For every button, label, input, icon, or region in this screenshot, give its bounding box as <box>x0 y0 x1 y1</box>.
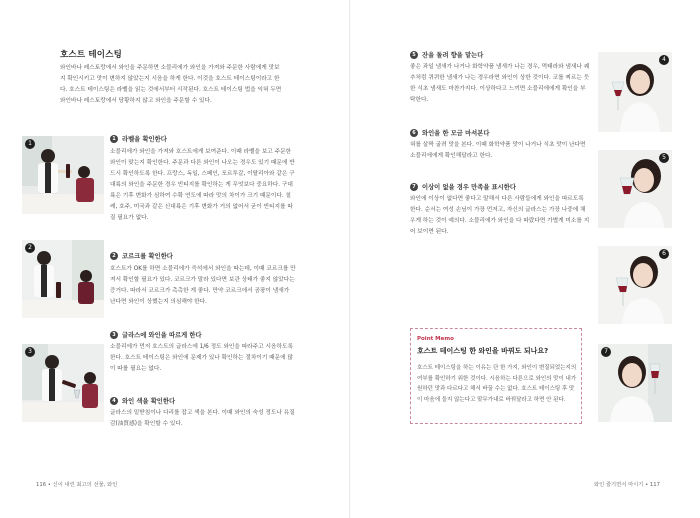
step-title-text: 코르크를 확인한다 <box>122 253 173 260</box>
step-number: 5 <box>410 51 418 59</box>
photo-woman-swirling <box>598 52 672 132</box>
memo-title: 호스트 테이스팅 한 와인을 바꿔도 되나요? <box>417 347 549 355</box>
step-1-text: 소믈리에가 와인을 가져와 호스트에게 보여준다. 이때 라벨을 보고 주문한 와인이 맞는지 확인한다. 주문과 다른 와인이 나오는 경우도 있기 때문에 반드시 확인하도록 한다. 프랑스, 독일, 스페인, 포르투갈, 이탈리아와 같은 구대륙의 와인을 주문한 경우 빈티지를 확인하는 게 무엇보다 중요하다. 구대륙은 기후 변화가 심하여 수확 연도에 따라 맛의 차이가 크기 때문이다. 칠레, 호주, 미국과 같은 신대륙은 기후 변화가 거의 없어서 굳이 빈티지를 따질 필요가 없다. <box>110 149 295 221</box>
point-memo-box <box>410 328 582 424</box>
photo-pouring-wine <box>22 344 104 422</box>
step-3-title <box>110 330 202 339</box>
step-6-title <box>410 128 489 137</box>
step-number: 4 <box>110 397 118 405</box>
photo-badge: 3 <box>25 347 35 357</box>
step-title-text: 와인을 한 모금 마셔본다 <box>422 130 490 137</box>
sommelier-presenting-illustration <box>22 136 104 214</box>
right-footer: 와인 즐기면서 마시기 • 117 <box>594 482 661 488</box>
opening-bottle-illustration <box>22 240 104 318</box>
step-7-title <box>410 182 516 191</box>
photo-sommelier-presenting <box>22 136 104 214</box>
photo-badge: 2 <box>25 243 35 253</box>
step-title-text: 잔을 돌려 향을 맡는다 <box>422 52 484 59</box>
step-5-title <box>410 50 483 59</box>
step-number: 7 <box>410 183 418 191</box>
step-1-title <box>110 134 167 143</box>
intro-paragraph: 와인바나 레스토랑에서 와인을 주문하면 소믈리에가 와인을 가져와 주문한 사람에게 맛보지 확인시키고 맛이 변하지 않았는지 시음을 하게 한다. 이것을 호스트 테이스팅이라고 한다. 호스트 테이스팅은 라벨을 읽는 것에서부터 시작된다. 호스트 테이스팅 법을 익혀 두면 와인바나 레스토랑에서 당황하지 않고 와인을 주문할 수 있다. <box>60 65 282 104</box>
photo-woman-tasting <box>598 246 672 324</box>
photo-badge: 4 <box>659 55 669 65</box>
step-number: 3 <box>110 331 118 339</box>
left-footer: 116 • 신이 내린 최고의 선물, 와인 <box>36 482 118 488</box>
memo-label: Point Memo <box>417 336 454 342</box>
right-page <box>350 0 700 518</box>
pouring-wine-illustration <box>22 344 104 422</box>
step-2-title <box>110 251 173 260</box>
step-5-text: 좋은 과일 냄새가 나거나 화학약품 냄새가 나는 경우, 먹태라와 냄새나 퀘추처럼 퀴퀴한 냄새가 나는 경우라면 와인이 상한 것이다. 코를 찌르는 듯한 식초 냄새도 마찬가지다. 이상하다고 느끼면 소믈리에에게 확인을 부탁한다. <box>410 64 590 103</box>
step-3-text: 소믈리에가 먼저 호스트의 글라스에 1/6 정도 와인을 따라주고 시음하도록 한다. 호스트 테이스팅은 와인에 문제가 있나 확인하는 절차이기 때문에 많이 따를 필요는 없다. <box>110 344 293 372</box>
step-number: 2 <box>110 252 118 260</box>
section-title: 호스트 테이스팅 <box>60 50 123 60</box>
step-title-text: 와인 색을 확인한다 <box>122 398 176 405</box>
photo-woman-smelling <box>598 150 672 228</box>
step-6-text: 혀를 살짝 굴려 맛을 본다. 이때 화학약품 맛이 나거나 식초 맛이 난다면 소믈리에에게 확인해달라고 한다. <box>410 142 586 159</box>
photo-woman-smiling <box>598 344 672 422</box>
step-7-text: 와인에 이상이 없다면 좋다고 말해서 다른 사람들에게 와인을 따르도록 한다. 순서는 여성 손님이 가장 먼저고, 자신의 글라스는 가장 나중에 채우게 하는 것이 예의다. 소믈리에가 와인을 다 따랐다면 가볍게 미소를 지어 보이면 된다. <box>410 196 590 235</box>
step-4-text: 글라스의 밑받침이나 다리를 잡고 색을 본다. 이때 와인의 숙성 정도나 유질감(油質感)을 확인할 수 있다. <box>110 410 295 427</box>
step-number: 6 <box>410 129 418 137</box>
step-4-title <box>110 396 175 405</box>
step-number: 1 <box>110 135 118 143</box>
step-2-text: 호스트가 OK를 하면 소믈리에가 즉석에서 와인을 따는데, 이때 코르크를 만져서 확인할 필요가 있다. 코르크가 말라 있다면 보관 상태가 좋지 않았다는 증거다. 따라서 코르크가 촉촉한 게 좋다. 만약 코르크에서 곰팡이 냄새가 난다면 와인이 상했는지 의심해야 한다. <box>110 266 296 305</box>
photo-badge: 1 <box>25 139 35 149</box>
photo-badge: 7 <box>601 347 611 357</box>
memo-text: 호스트 테이스팅을 하는 이유는 단 한 가지, 와인이 변질되었는지의 여부를 확인하기 위한 것이다. 시음하는 다른으로 와인의 맛이 내가 원하던 맛과 다르다고 해서 바꿀 수는 없다. 호스트 테이스팅 후 맛이 마음에 들지 않는다고 맞무가내로 바꿔달라고 하면 안 된다. <box>417 365 577 403</box>
photo-opening-bottle <box>22 240 104 318</box>
photo-badge: 6 <box>659 249 669 259</box>
step-title-text: 라벨을 확인한다 <box>122 136 167 143</box>
photo-badge: 5 <box>659 153 669 163</box>
step-title-text: 이상이 없을 경우 만족을 표시한다 <box>422 184 516 191</box>
step-title-text: 글라스에 와인을 따르게 한다 <box>122 332 202 339</box>
